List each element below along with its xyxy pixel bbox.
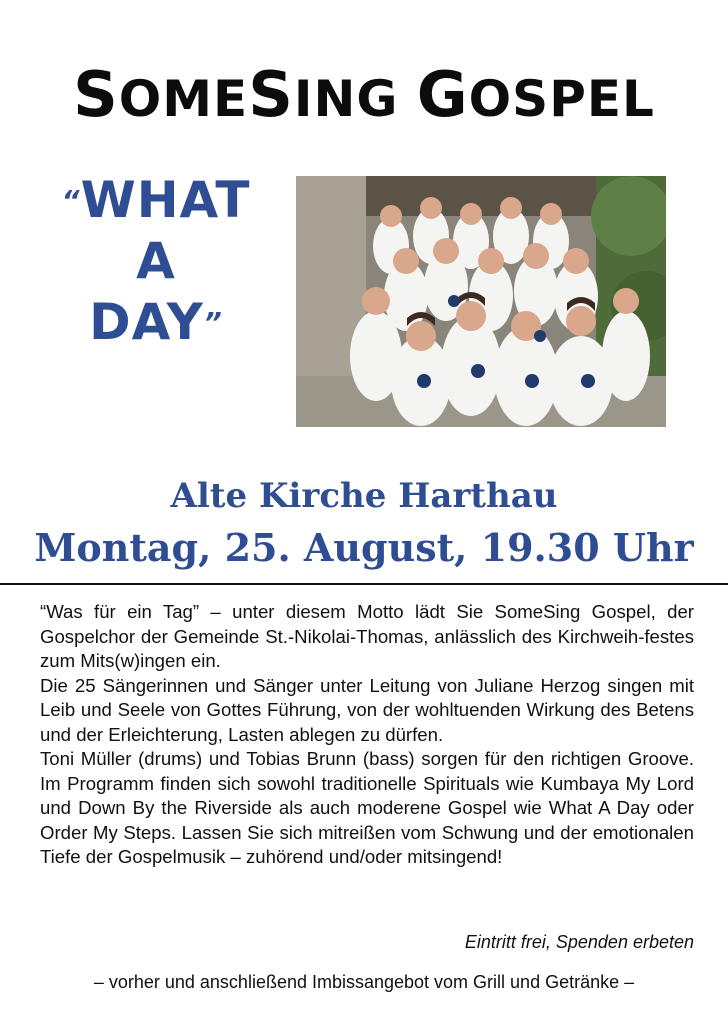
footer-note: – vorher und anschließend Imbissangebot vom Grill und Getränke – (93, 972, 635, 992)
motto-line-3: DAY (89, 293, 204, 351)
description (40, 600, 694, 870)
title-letter: S (73, 58, 119, 131)
title-letter: G (416, 58, 469, 131)
admission-note: Eintritt frei, Spenden erbeten (464, 932, 694, 952)
close-quote: ” (203, 306, 223, 339)
event-title (0, 58, 728, 131)
venue-block (0, 470, 728, 574)
title-letter: S (248, 58, 294, 131)
paragraph: Toni Müller (drums) und Tobias Brunn (bass) sorgen für den richtigen Groove. Im Programm finden sich sowohl traditionelle Spirituals wie Kumbaya My Lord und Down By the Riverside als auch moderene Gospel wie What A Day oder Order My Steps. Lassen Sie sich mitreißen vom Schwung und der emotionalen Tiefe der Gospelmusik – zuhörend und/oder mitsingend! (40, 748, 694, 867)
venue-place: Alte Kirche Harthau (170, 476, 558, 516)
choir-photo-illustration (296, 176, 666, 427)
paragraph: Die 25 Sängerinnen und Sänger unter Leitung von Juliane Herzog singen mit Leib und Seele von Gottes Führung, von der wohltuenden Wirkung des Betens und der Erleichterung, Lasten ablegen zu dürfen. (40, 674, 694, 745)
paragraph: “Was für ein Tag” – unter diesem Motto lädt Sie SomeSing Gospel, der Gospelchor der Gemeinde St.-Nikolai-Thomas, anlässlich des Kirchweih-festes zum Mits(w)ingen ein. (40, 601, 694, 671)
event-datetime: Montag, 25. August, 19.30 Uhr (34, 525, 694, 570)
motto-block (56, 170, 256, 353)
title-letters: OME (118, 70, 249, 128)
choir-photo (296, 176, 666, 427)
divider (0, 583, 728, 585)
motto-line-2: A (136, 232, 176, 290)
open-quote: “ (61, 184, 81, 217)
title-letters: OSPEL (468, 70, 655, 128)
motto-line-1: WHAT (80, 171, 251, 229)
title-letters: ING (293, 70, 417, 128)
